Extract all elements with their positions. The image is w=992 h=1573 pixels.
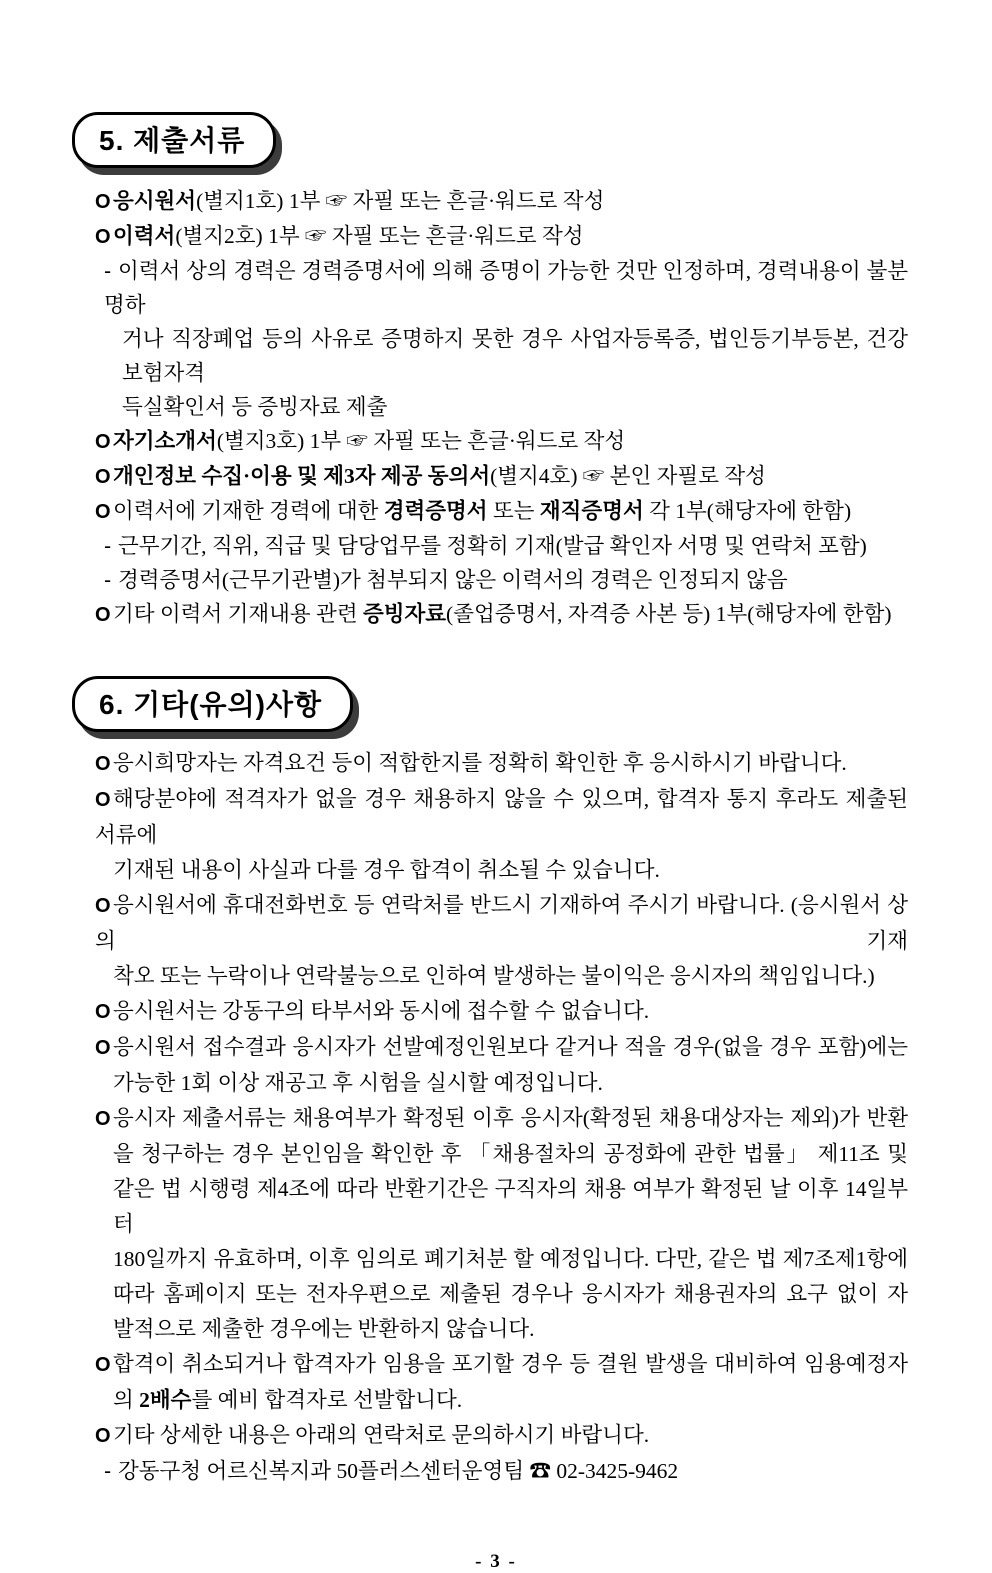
- text-segment: 착오 또는 누락이나 연락불능으로 인하여 발생하는 불이익은 응시자의 책임입니다.): [113, 964, 875, 988]
- text-segment: 이력서: [113, 224, 176, 248]
- text-segment: 따라 홈페이지 또는 전자우편으로 제출된 경우나 응시자가 채용권자의 요구 없이 자: [113, 1282, 908, 1306]
- bullet-marker: O: [95, 1037, 111, 1059]
- text-segment: 자기소개서: [113, 429, 217, 453]
- list-item: [0, 1030, 992, 1066]
- text-segment: 같은 법 시행령 제4조에 따라 반환기간은 구직자의 채용 여부가 확정된 날 이후 14일부터: [113, 1177, 908, 1236]
- text-segment: 득실확인서 등 증빙자료 제출: [122, 395, 388, 419]
- text-segment: 응시희망자는 자격요건 등이 적합한지를 정확히 확인한 후 응시하시기 바랍니다.: [113, 751, 847, 775]
- list-item: [0, 1277, 992, 1312]
- list-item: [0, 782, 992, 853]
- list-item: [0, 494, 992, 529]
- section-items: [0, 746, 992, 1489]
- list-item: [0, 459, 992, 494]
- dash-marker: -: [104, 534, 112, 558]
- text-segment: 기재된 내용이 사실과 다를 경우 합격이 취소될 수 있습니다.: [113, 858, 660, 882]
- bullet-marker: O: [95, 1001, 111, 1023]
- bullet-marker: O: [95, 226, 111, 248]
- bullet-marker: O: [95, 895, 111, 917]
- text-segment: (졸업증명서, 자격증 사본 등) 1부(해당자에 한함): [446, 602, 892, 626]
- section-items: [0, 184, 992, 632]
- list-item: [0, 1101, 992, 1137]
- text-segment: 강동구청 어르신복지과 50플러스센터운영팀 ☎ 02-3425-9462: [118, 1459, 679, 1483]
- list-item: [0, 746, 992, 782]
- text-segment: 응시원서에 휴대전화번호 등 연락처를 반드시 기재하여 주시기 바랍니다. (응시원서 상의 기재: [95, 893, 908, 953]
- list-item: [0, 1454, 992, 1489]
- text-segment: 2배수: [139, 1388, 192, 1412]
- text-segment: (별지3호) 1부 ☞ 자필 또는 흔글·워드로 작성: [216, 429, 626, 453]
- text-segment: 이력서 상의 경력은 경력증명서에 의해 증명이 가능한 것만 인정하며, 경력내용이 불분명하: [104, 259, 908, 317]
- list-item: [0, 994, 992, 1030]
- text-segment: 합격이 취소되거나 합격자가 임용을 포기할 경우 등 결원 발생을 대비하여 임용예정자: [113, 1352, 908, 1376]
- section-submission-documents: [0, 112, 992, 632]
- list-item: [0, 1347, 992, 1383]
- text-segment: 각 1부(해당자에 한함): [643, 499, 852, 523]
- text-segment: 응시원서는 강동구의 타부서와 동시에 접수할 수 없습니다.: [113, 999, 650, 1023]
- bullet-marker: O: [95, 753, 111, 775]
- text-segment: (별지2호) 1부 ☞ 자필 또는 흔글·워드로 작성: [175, 224, 584, 248]
- dash-marker: -: [104, 1459, 112, 1483]
- text-segment: 기타 이력서 기재내용 관련: [113, 602, 363, 626]
- section-header-label: 5. 제출서류: [99, 125, 246, 156]
- list-item: [0, 322, 992, 390]
- bullet-marker: O: [95, 1354, 111, 1376]
- list-item: [0, 597, 992, 632]
- section-other-notes: [0, 676, 992, 1489]
- text-segment: 개인정보 수집·이용 및 제3자 제공 동의서: [113, 464, 491, 488]
- list-item: [0, 1242, 992, 1277]
- list-item: [0, 219, 992, 254]
- text-segment: 해당분야에 적격자가 없을 경우 채용하지 않을 수 있으며, 합격자 통지 후라도 제출된 서류에: [95, 787, 908, 847]
- text-segment: 거나 직장폐업 등의 사유로 증명하지 못한 경우 사업자등록증, 법인등기부등본, 건강보험자격: [122, 327, 908, 385]
- list-item: [0, 1383, 992, 1418]
- text-segment: 경력증명서: [383, 499, 488, 523]
- bullet-marker: O: [95, 501, 111, 523]
- list-item: [0, 888, 992, 959]
- list-item: [0, 853, 992, 888]
- text-segment: 의: [113, 1388, 140, 1412]
- text-segment: 응시자 제출서류는 채용여부가 확정된 이후 응시자(확정된 채용대상자는 제외)가 반환: [113, 1106, 908, 1130]
- list-item: [0, 390, 992, 424]
- section-header-label: 6. 기타(유의)사항: [99, 689, 323, 720]
- list-item: [0, 254, 992, 322]
- text-segment: 180일까지 유효하며, 이후 임의로 폐기처분 할 예정입니다. 다만, 같은 법 제7조제1항에: [113, 1247, 908, 1271]
- list-item: [0, 1172, 992, 1242]
- text-segment: 가능한 1회 이상 재공고 후 시험을 실시할 예정입니다.: [113, 1071, 603, 1095]
- list-item: [0, 1137, 992, 1172]
- text-segment: 재직증명서: [539, 499, 644, 523]
- text-segment: 증빙자료: [362, 602, 447, 626]
- list-item: [0, 424, 992, 459]
- page-number: - 3 -: [475, 1551, 517, 1572]
- text-segment: 를 예비 합격자로 선발합니다.: [191, 1388, 463, 1412]
- text-segment: 을 청구하는 경우 본인임을 확인한 후 「채용절차의 공정화에 관한 법률」 제11조 및: [113, 1142, 908, 1166]
- bullet-marker: O: [95, 789, 111, 811]
- section-header: [72, 676, 353, 732]
- list-item: [0, 184, 992, 219]
- text-segment: (별지4호) ☞ 본인 자필로 작성: [490, 464, 766, 488]
- bullet-marker: O: [95, 191, 111, 213]
- bullet-marker: O: [95, 466, 111, 488]
- bullet-marker: O: [95, 1108, 111, 1130]
- text-segment: 응시원서: [113, 189, 197, 213]
- list-item: [0, 1066, 992, 1101]
- bullet-marker: O: [95, 1425, 111, 1447]
- text-segment: 경력증명서(근무기관별)가 첨부되지 않은 이력서의 경력은 인정되지 않음: [118, 568, 788, 592]
- list-item: [0, 1312, 992, 1347]
- text-segment: 기타 상세한 내용은 아래의 연락처로 문의하시기 바랍니다.: [113, 1423, 650, 1447]
- text-segment: 발적으로 제출한 경우에는 반환하지 않습니다.: [113, 1317, 535, 1341]
- text-segment: 이력서에 기재한 경력에 대한: [113, 499, 384, 523]
- list-item: [0, 529, 992, 563]
- list-item: [0, 1418, 992, 1454]
- text-segment: 또는: [487, 499, 540, 523]
- text-segment: 응시원서 접수결과 응시자가 선발예정인원보다 같거나 적을 경우(없을 경우 포함)에는: [113, 1035, 908, 1059]
- dash-marker: -: [104, 568, 112, 592]
- text-segment: 근무기간, 직위, 직급 및 담당업무를 정확히 기재(발급 확인자 서명 및 연락처 포함): [118, 534, 867, 558]
- list-item: [0, 959, 992, 994]
- list-item: [0, 563, 992, 597]
- bullet-marker: O: [95, 431, 111, 453]
- text-segment: (별지1호) 1부 ☞ 자필 또는 흔글·워드로 작성: [196, 189, 605, 213]
- bullet-marker: O: [95, 604, 111, 626]
- dash-marker: -: [104, 259, 112, 283]
- section-header: [72, 112, 276, 168]
